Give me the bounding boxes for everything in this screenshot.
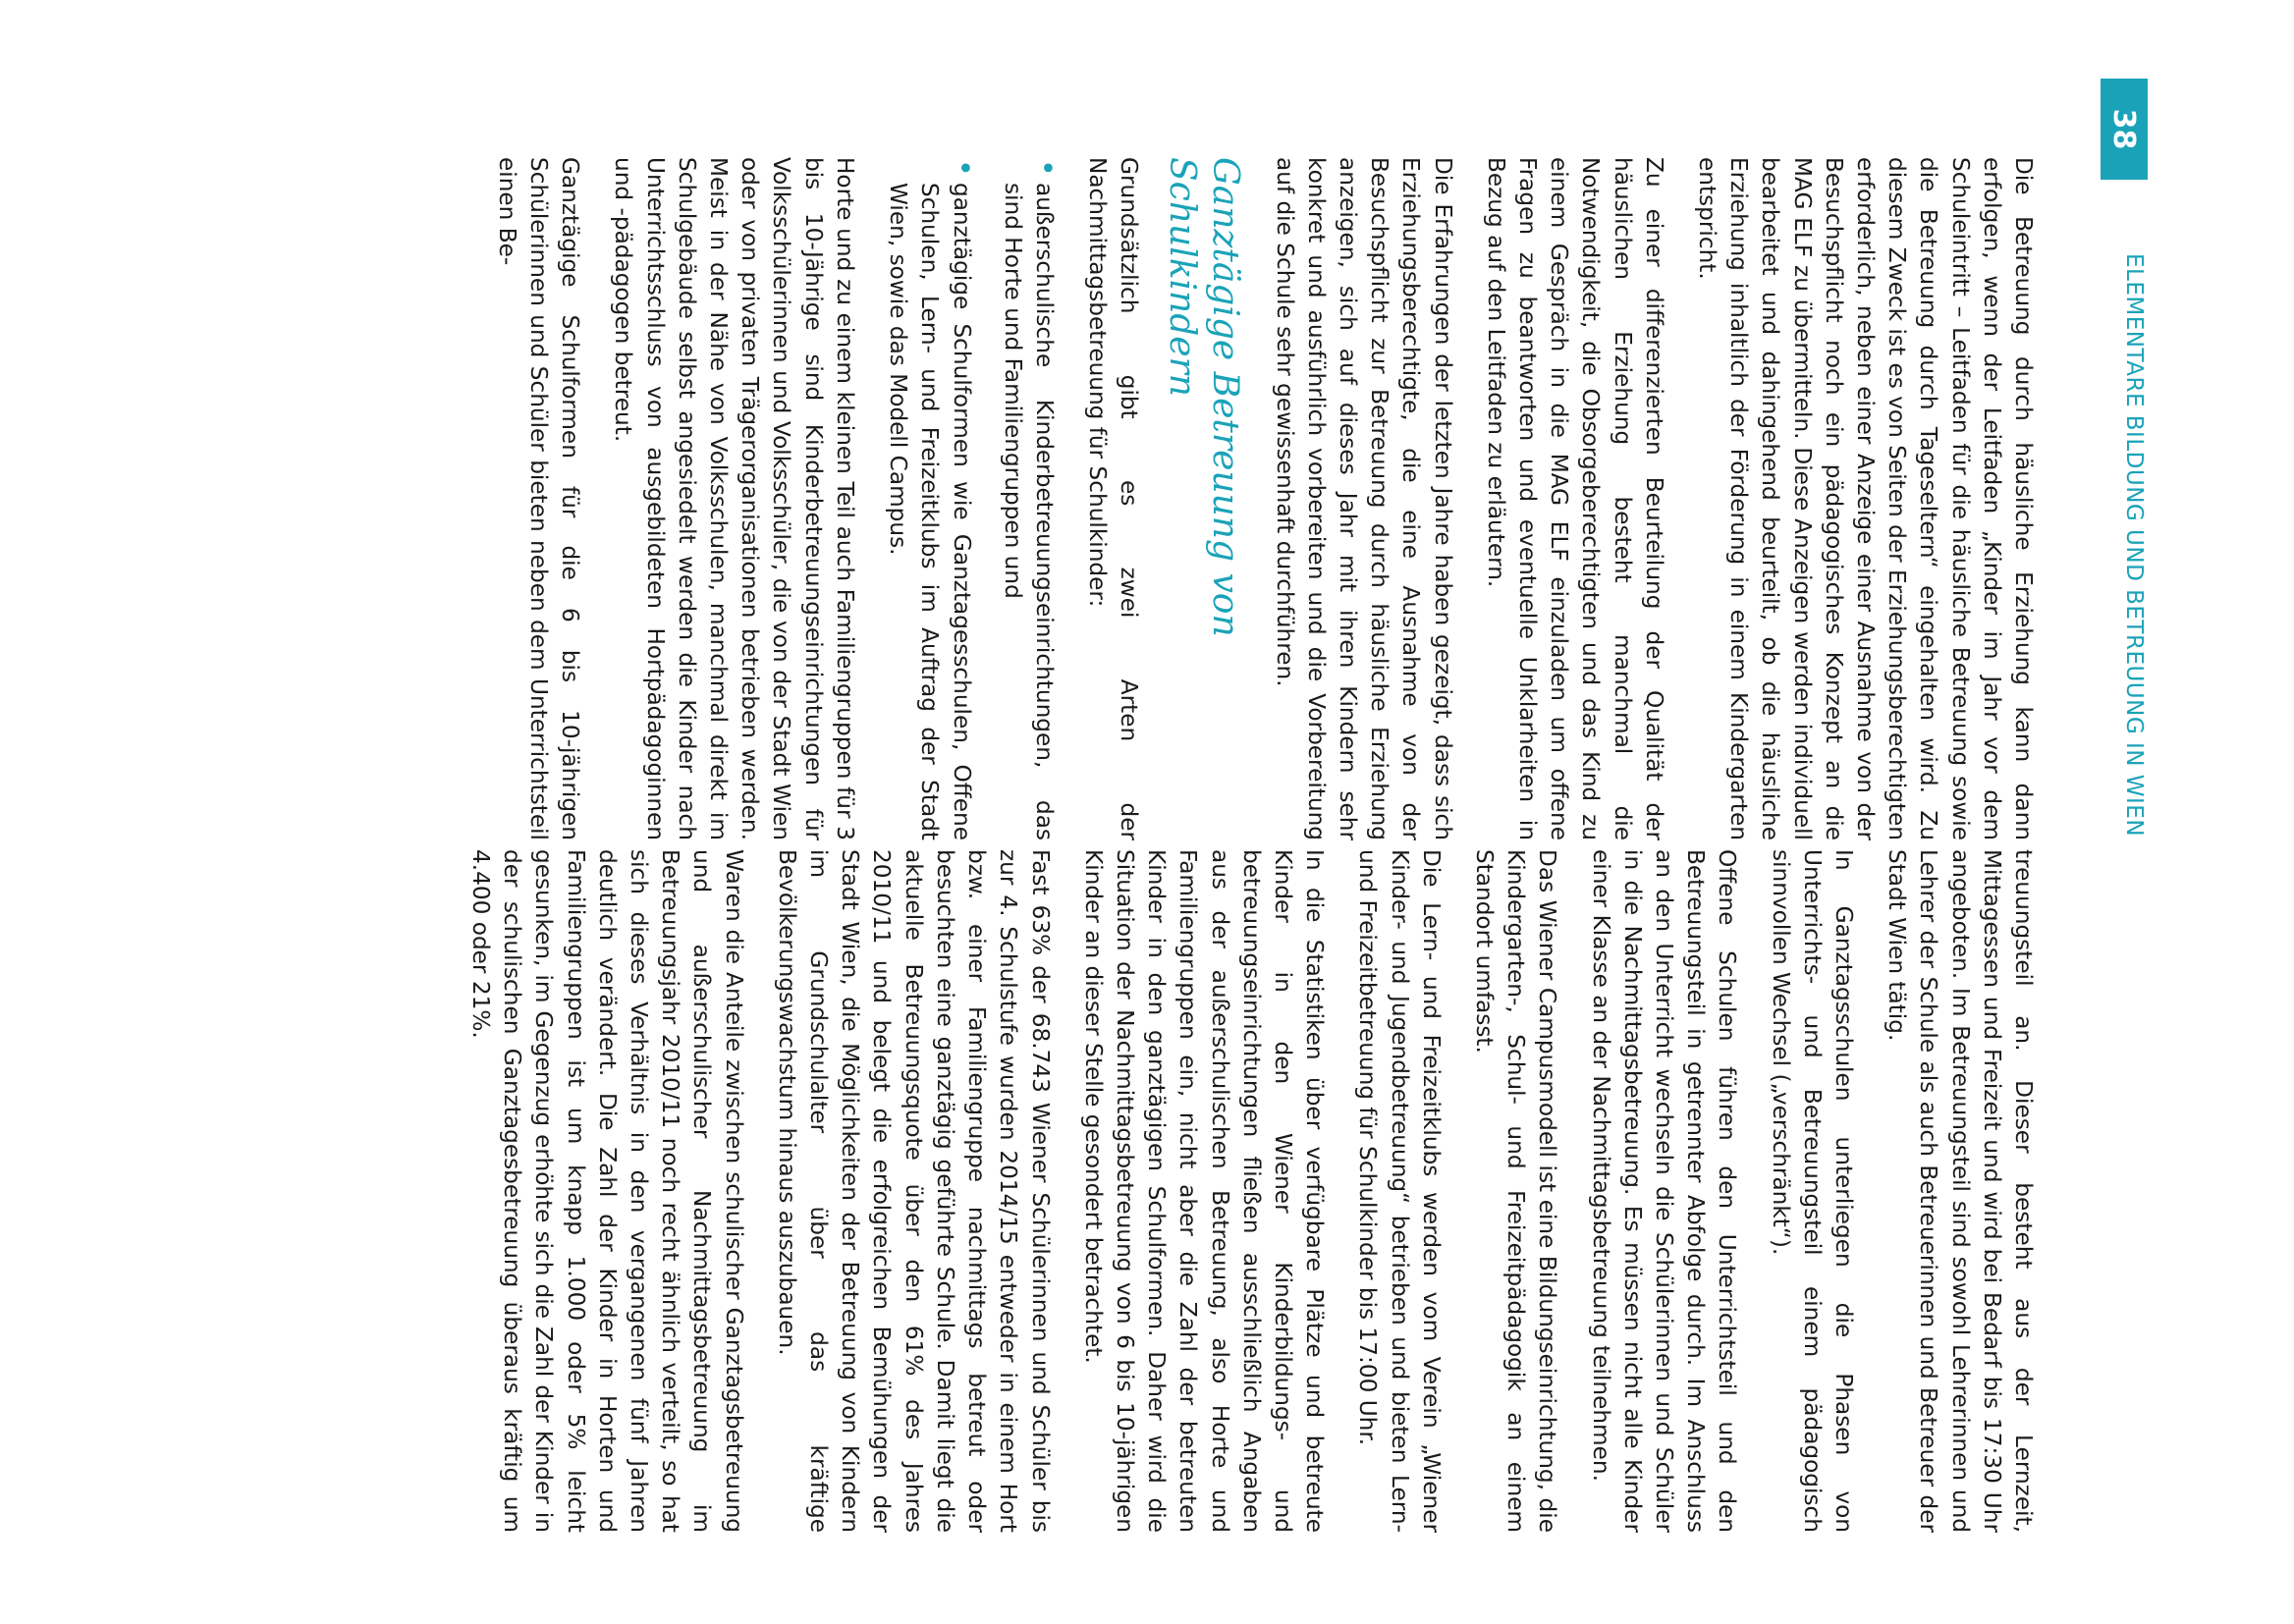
paragraph: treuungsteil an. Dieser besteht aus der Lernzeit, Mittagessen und Freizeit und wird bei Bedarf bis 17:30 Uhr angeboten. Im Betreuungsteil sind sowohl Lehrerinnen und Lehrer der Schule als auch Betreuerinnen und Betreuer der Stadt Wien tätig. <box>1884 849 2037 1533</box>
page-number-badge <box>2101 79 2148 180</box>
paragraph: Waren die Anteile zwischen schulischer Ganztagsbetreuung und außerschulischer Nachmittagsbetreuung im Betreuungsjahr 2010/11 noch recht ähnlich verteilt, so hat sich dieses Verhältnis in den vergangenen fünf Jahren deutlich verändert. Die Zahl der Kinder in Horten und Familiengruppen ist um knapp 1.000 oder 5% leicht gesunken, im Gegenzug erhöhte sich die Zahl der Kinder in der schulischen Ganztagesbetreuung überaus kräftig um 4.400 oder 21%. <box>467 849 747 1533</box>
right-column <box>443 849 2039 1533</box>
paragraph: Die Erfahrungen der letzten Jahre haben gezeigt, dass sich Erziehungsberechtigte, die eine Ausnahme von der Besuchspflicht zur Betreuung durch häusliche Erziehung anzeigen, sich auf dieses Jahr mit ihren Kindern sehr konkret und ausführlich vorbereiten und die Vorbereitung auf die Schule sehr gewissenhaft durchführen. <box>1271 157 1456 840</box>
section-heading: Ganztägige Betreuung von Schulkindern <box>1162 157 1246 637</box>
paragraph: Grundsätzlich gibt es zwei Arten der Nachmittagsbetreuung für Schulkinder: <box>1084 157 1143 840</box>
paragraph: Das Wiener Campusmodell ist eine Bildungseinrichtung, die Kindergarten-, Schul- und Freizeitpädagogik an einem Standort umfasst. <box>1470 849 1561 1533</box>
bullet-item: • außerschulische Kinderbetreuungseinrichtungen, das sind Horte und Familiengruppen und <box>997 157 1060 840</box>
bullet-item: • ganztägige Schulformen wie Ganztagesschulen, Offene Schulen, Lern- und Freizeitklubs im Auftrag der Stadt Wien, sowie das Modell Campus. <box>882 157 977 840</box>
paragraph: In Ganztagsschulen unterliegen die Phasen von Unterrichts- und Betreuungsteil einem pädagogisch sinnvollen Wechsel („verschränkt“). <box>1767 849 1857 1533</box>
page-number: 38 <box>2106 108 2142 150</box>
paragraph: Zu einer differenzierten Beurteilung der Qualität der häuslichen Erziehung besteht manchmal die Notwendigkeit, die Obsorgeberechtigten und das Kind zu einem Gespräch in die MAG ELF einzuladen um offene Fragen zu beantworten und eventuelle Unklarheiten in Bezug auf den Leitfaden zu erläutern. <box>1482 157 1667 840</box>
paragraph: Horte und zu einem kleinen Teil auch Familiengruppen für 3 bis 10-Jährige sind Kinderbetreuungseinrichtungen für Volksschülerinnen und Volksschüler, die von der Stadt Wien oder von privaten Trägerorganisationen betrieben werden. Meist in der Nähe von Volksschulen, manchmal direkt im Schulgebäude selbst angesiedelt werden die Kinder nach Unterrichtsschluss von ausgebildeten Hortpädagoginnen und -pädagogen betreut. <box>610 157 858 840</box>
paragraph: Die Betreuung durch häusliche Erziehung kann dann erfolgen, wenn der Leitfaden „Kinder im Jahr vor dem Schuleintritt – Leitfaden für die häusliche Betreuung sowie die Betreuung durch Tageseltern“ eingehalten wird. Zu diesem Zweck ist es von Seiten der Erziehungsberechtigten erforderlich, neben einer Anzeige einer Ausnahme von der Besuchspflicht noch ein pädagogisches Konzept an die MAG ELF zu übermitteln. Diese Anzeigen werden individuell bearbeitet und dahingehend beurteilt, ob die häusliche Erziehung inhaltlich der Förderung in einem Kindergarten entspricht. <box>1693 157 2037 840</box>
paragraph: Fast 63% der 68.743 Wiener Schülerinnen und Schüler bis zur 4. Schulstufe wurden 2014/15 entweder in einem Hort bzw. einer Familiengruppe nachmittags betreut oder besuchten eine ganztägig geführte Schule. Damit liegt die aktuelle Betreuungsquote über den 61% des Jahres 2010/11 und belegt die erfolgreichen Bemühungen der Stadt Wien, die Möglichkeiten der Betreuung von Kindern im Grundschulalter über das kräftige Bevölkerungswachstum hinaus auszubauen. <box>773 849 1054 1533</box>
bullet-list <box>882 157 1060 840</box>
running-head: ELEMENTARE BILDUNG UND BETREUUNG IN WIEN <box>2121 253 2147 838</box>
paragraph: Offene Schulen führen den Unterrichtsteil und den Betreuungsteil in getrennter Abfolge durch. Im Anschluss an den Unterricht wechseln die Schülerinnen und Schüler in die Nachmittagsbetreuung. Es müssen nicht alle Kinder einer Klasse an der Nachmittagsbetreuung teilnehmen. <box>1587 849 1741 1533</box>
paragraph: Ganztägige Schulformen für die 6 bis 10-jährigen Schülerinnen und Schüler bieten neben dem Unterrichtsteil einen Be- <box>493 157 584 840</box>
paragraph: Die Lern- und Freizeitklubs werden vom Verein „Wiener Kinder- und Jugendbetreuung“ betrieben und bieten Lern- und Freizeitbetreuung für Schulkinder bis 17:00 Uhr. <box>1354 849 1445 1533</box>
left-column <box>469 157 2039 840</box>
paragraph: In die Statistiken über verfügbare Plätze und betreute Kinder in den Wiener Kinderbildungs- und betreuungseinrichtungen fließen ausschließlich Angaben aus der außerschulischen Betreuung, also Horte und Familiengruppen ein, nicht aber die Zahl der betreuten Kinder in den ganztägigen Schulformen. Daher wird die Situation der Nachmittagsbetreuung von 6 bis 10-jährigen Kinder an dieser Stelle gesondert betrachtet. <box>1079 849 1329 1533</box>
